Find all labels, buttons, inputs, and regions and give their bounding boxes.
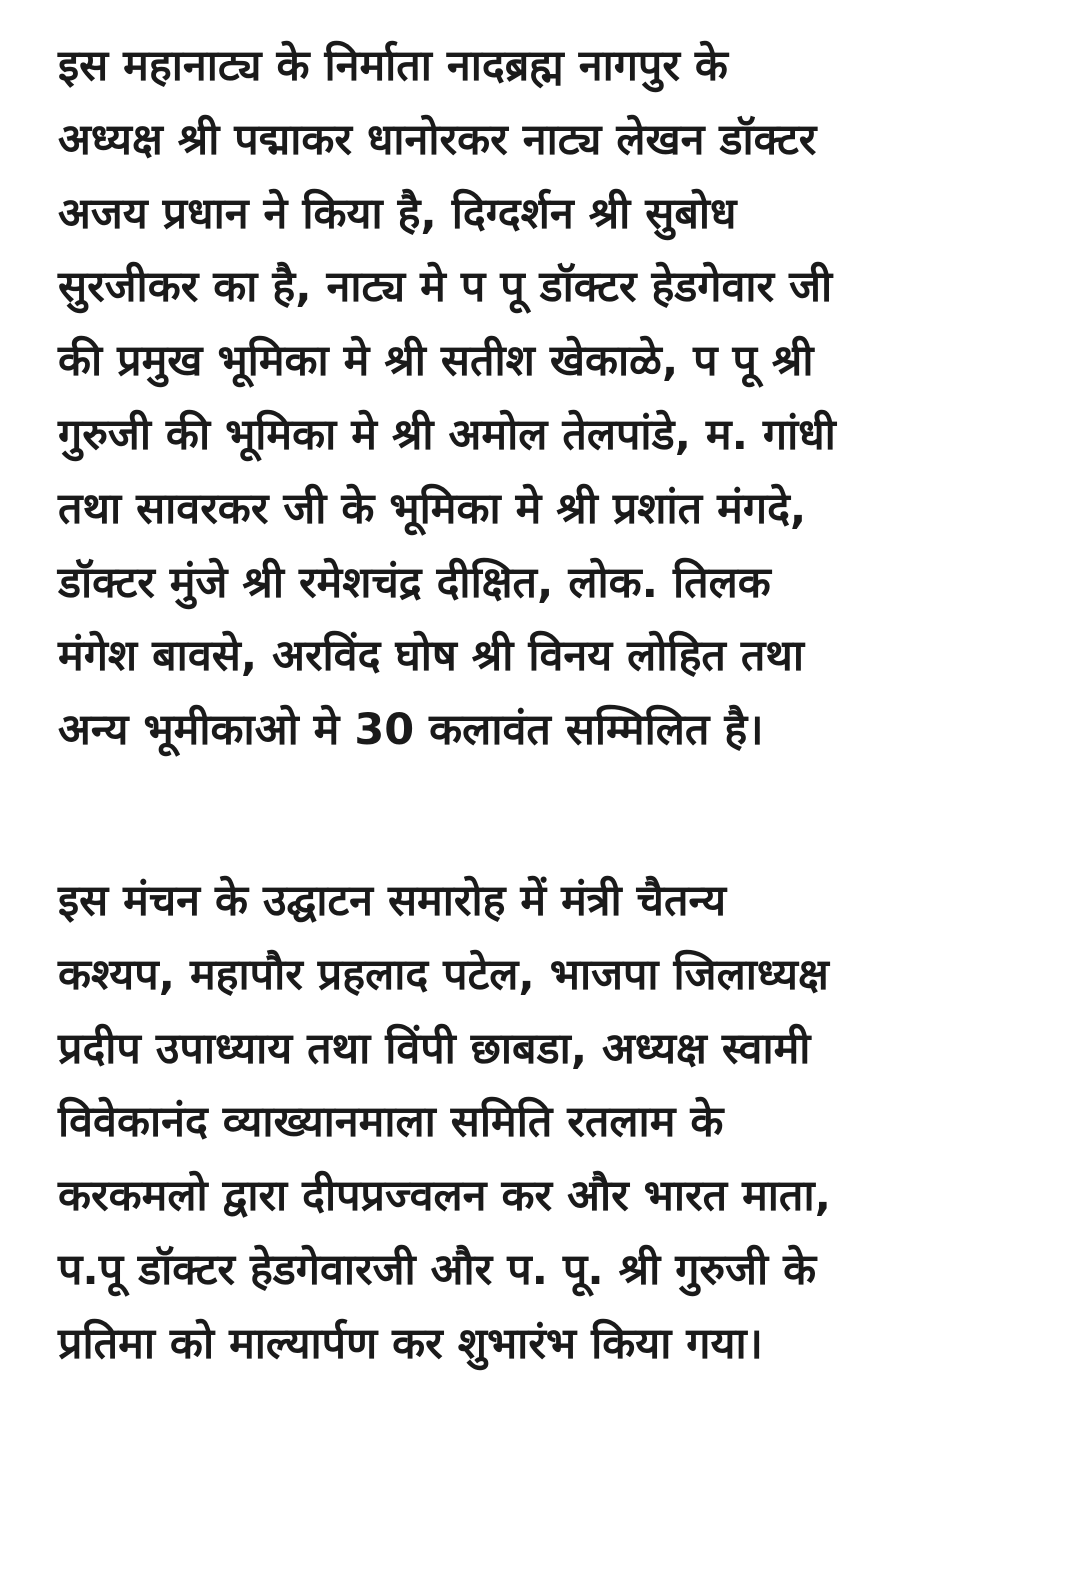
- text-line: तथा सावरकर जी के भूमिका मे श्री प्रशांत मंगदे,: [58, 483, 807, 534]
- text-line: सुरजीकर का है, नाट्य मे प पू डॉक्टर हेडगेवार जी: [58, 262, 833, 313]
- text-line: इस महानाट्य के निर्माता नादब्रह्म नागपुर के: [58, 41, 728, 91]
- paragraph-inauguration: [58, 865, 1018, 1382]
- text-line: प्रदीप उपाध्याय तथा विंपी छाबडा, अध्यक्ष स्वामी: [58, 1023, 811, 1074]
- text-line: डॉक्टर मुंजे श्री रमेशचंद्र दीक्षित, लोक. तिलक: [58, 557, 771, 608]
- paragraph-cast: [58, 30, 1018, 768]
- text-line: प.पू डॉक्टर हेडगेवारजी और प. पू. श्री गुरुजी के: [58, 1244, 817, 1295]
- text-line: अध्यक्ष श्री पद्माकर धानोरकर नाट्य लेखन डॉक्टर: [58, 114, 817, 165]
- text-line: इस मंचन के उद्घाटन समारोह में मंत्री चैतन्य: [58, 875, 727, 926]
- text-line: मंगेश बावसे, अरविंद घोष श्री विनय लोहित तथा: [58, 631, 805, 682]
- text-line: गुरुजी की भूमिका मे श्री अमोल तेलपांडे, म. गांधी: [58, 409, 836, 460]
- article-body: [58, 30, 1018, 1382]
- text-line: विवेकानंद व्याख्यानमाला समिति रतलाम के: [58, 1097, 724, 1148]
- text-line: की प्रमुख भूमिका मे श्री सतीश खेकाळे, प पू श्री: [58, 336, 814, 387]
- text-line: प्रतिमा को माल्यार्पण कर शुभारंभ किया गया।: [58, 1318, 763, 1369]
- text-line: करकमलो द्वारा दीपप्रज्वलन कर और भारत माता,: [58, 1171, 831, 1222]
- paragraph-spacer: [58, 768, 1018, 865]
- text-line: अन्य भूमीकाओ मे 30 कलावंत सम्मिलित है।: [58, 705, 764, 756]
- text-line: कश्यप, महापौर प्रहलाद पटेल, भाजपा जिलाध्यक्ष: [58, 949, 829, 1000]
- text-line: अजय प्रधान ने किया है, दिग्दर्शन श्री सुबोध: [58, 188, 737, 239]
